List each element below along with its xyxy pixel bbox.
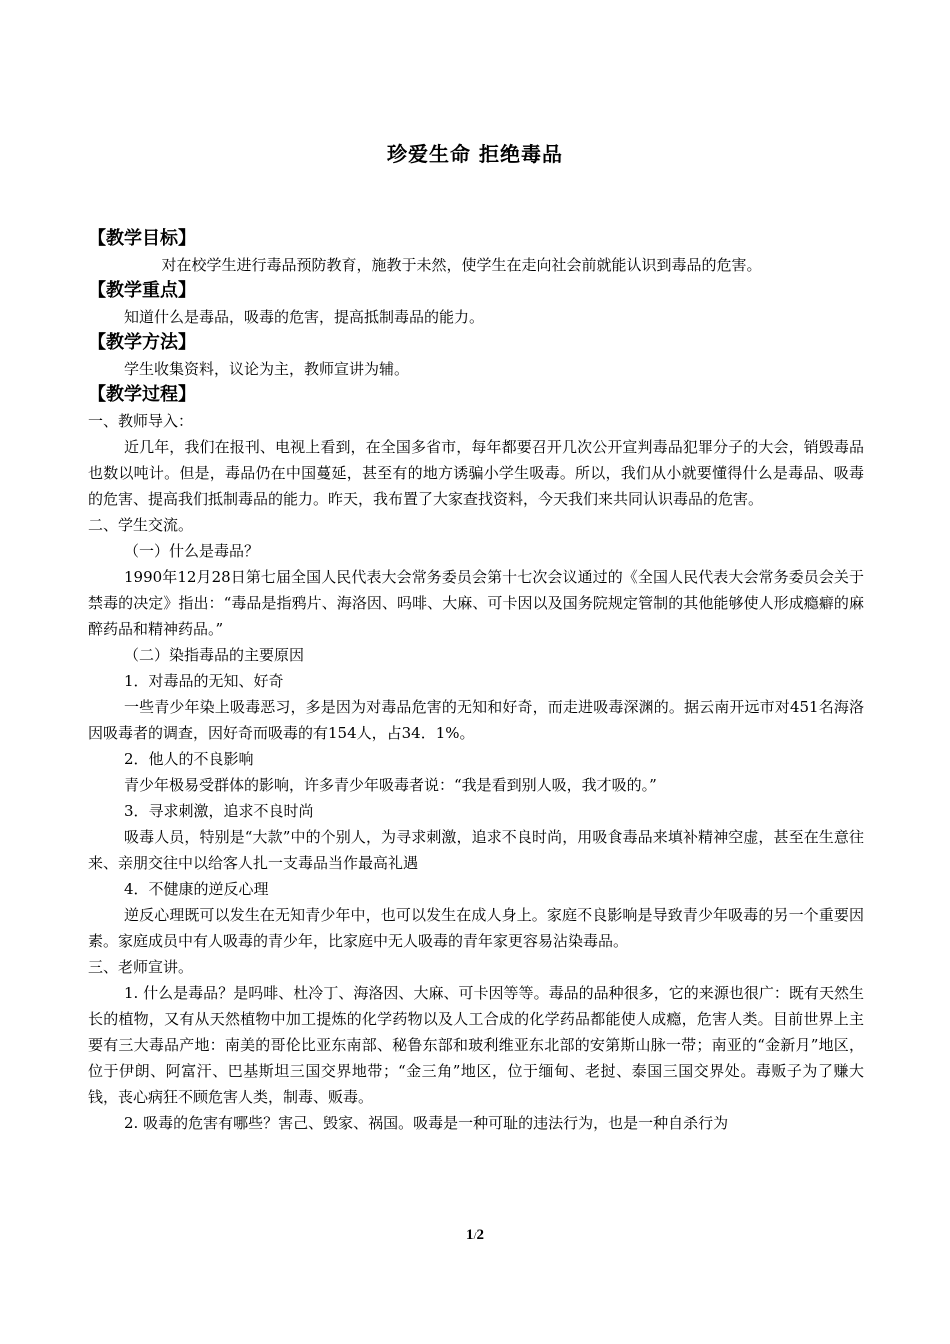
section-teacher-lecture: 三、老师宣讲。 (88, 958, 194, 976)
paragraph-drug-definition: 1990年12月28日第七届全国人民代表大会常务委员会第十七次会议通过的《全国人民代表大会常务委员会关于禁毒的决定》指出：“毒品是指鸦片、海洛因、吗啡、大麻、可卡因以及国务院规定管制的其他能够使人形成瘾癖的麻醉药品和精神药品。” (88, 568, 864, 638)
paragraph-teaching-goal: 对在校学生进行毒品预防教育，施教于未然，使学生在走向社会前就能认识到毒品的危害。 (161, 256, 762, 274)
section-student-exchange: 二、学生交流。 (88, 516, 194, 534)
page-title: 珍爱生命 拒绝毒品 (387, 142, 563, 166)
cause-3-title: 3．寻求刺激，追求不良时尚 (124, 802, 314, 820)
paragraph-teaching-method: 学生收集资料，议论为主，教师宣讲为辅。 (124, 360, 410, 378)
heading-teaching-focus: 【教学重点】 (88, 280, 196, 301)
cause-4-title: 4．不健康的逆反心理 (124, 880, 269, 898)
cause-2-text: 青少年极易受群体的影响，许多青少年吸毒者说：“我是看到别人吸，我才吸的。” (124, 776, 657, 794)
heading-teaching-goal: 【教学目标】 (88, 228, 196, 249)
lecture-point-2: 2. 吸毒的危害有哪些？害己、毁家、祸国。吸毒是一种可耻的违法行为，也是一种自杀行为 (124, 1114, 729, 1132)
section-teacher-intro: 一、教师导入： (88, 412, 194, 430)
cause-1-text: 一些青少年染上吸毒恶习，多是因为对毒品危害的无知和好奇，而走进吸毒深渊的。据云南开远市对451名海洛因吸毒者的调查，因好奇而吸毒的有154人，占34．1%。 (88, 698, 864, 742)
subheading-main-causes: （二）染指毒品的主要原因 (124, 646, 305, 664)
heading-teaching-method: 【教学方法】 (88, 332, 196, 353)
subheading-what-is-drug: （一）什么是毒品？ (124, 542, 260, 560)
cause-3-text: 吸毒人员，特别是“大款”中的个别人，为寻求刺激，追求不良时尚，用吸食毒品来填补精神空虚，甚至在生意往来、亲朋交往中以给客人扎一支毒品当作最高礼遇 (88, 828, 864, 872)
cause-4-text: 逆反心理既可以发生在无知青少年中，也可以发生在成人身上。家庭不良影响是导致青少年吸毒的另一个重要因素。家庭成员中有人吸毒的青少年，比家庭中无人吸毒的青年家更容易沾染毒品。 (88, 906, 864, 950)
document-body (88, 226, 864, 1136)
page-total: 2 (476, 1227, 485, 1243)
page-number (0, 1227, 950, 1244)
cause-1-title: 1．对毒品的无知、好奇 (124, 672, 284, 690)
page-separator: / (473, 1230, 477, 1242)
cause-2-title: 2．他人的不良影响 (124, 750, 254, 768)
paragraph-teaching-focus: 知道什么是毒品，吸毒的危害，提高抵制毒品的能力。 (124, 308, 485, 326)
lecture-point-1: 1. 什么是毒品？是吗啡、杜冷丁、海洛因、大麻、可卡因等等。毒品的品种很多，它的来源也很广：既有天然生长的植物，又有从天然植物中加工提炼的化学药物以及人工合成的化学药品都能使人成瘾，危害人类。目前世界上主要有三大毒品产地：南美的哥伦比亚东南部、秘鲁东部和玻利维亚东北部的安第斯山脉一带；南亚的“金新月”地区，位于伊朗、阿富汗、巴基斯坦三国交界地带；“金三角”地区，位于缅甸、老挝、泰国三国交界处。毒贩子为了赚大钱，丧心病狂不顾危害人类，制毒、贩毒。 (88, 984, 864, 1106)
heading-teaching-process: 【教学过程】 (88, 384, 196, 405)
page-current: 1 (465, 1227, 474, 1243)
paragraph-intro: 近几年，我们在报刊、电视上看到，在全国多省市，每年都要召开几次公开宣判毒品犯罪分子的大会，销毁毒品也数以吨计。但是，毒品仍在中国蔓延，甚至有的地方诱骗小学生吸毒。所以，我们从小就要懂得什么是毒品、吸毒的危害、提高我们抵制毒品的能力。昨天，我布置了大家查找资料，今天我们来共同认识毒品的危害。 (88, 438, 864, 508)
